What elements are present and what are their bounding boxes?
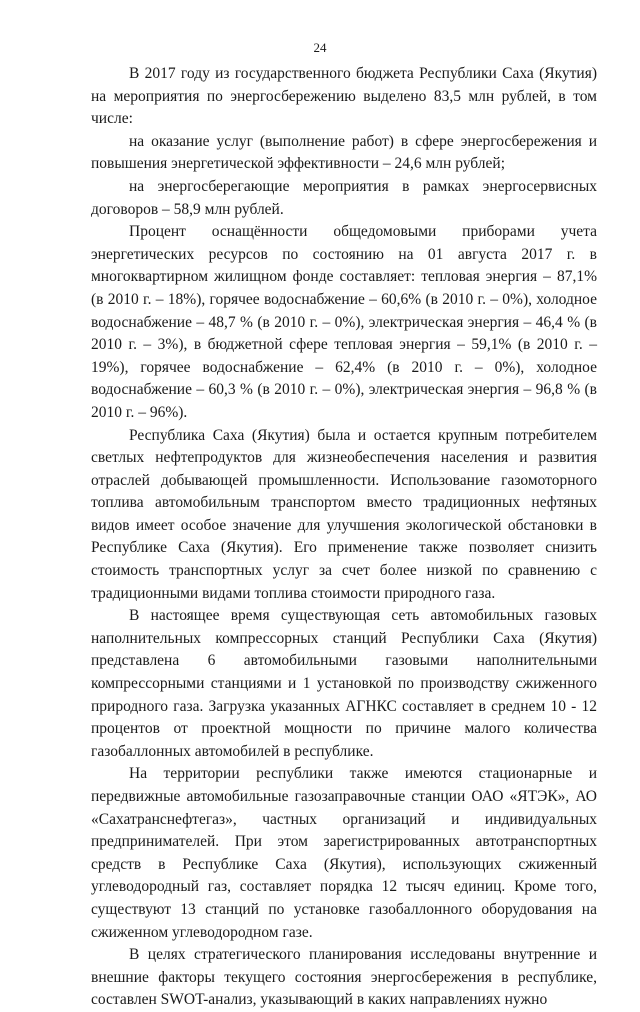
page-number: 24	[313, 40, 327, 55]
paragraph-agnks-network: В настоящее время существующая сеть автомобильных газовых наполнительных компрессорных станций Республики Саха (Якутия) представлена 6 автомобильными газовыми наполнительными компрессорными станциями и 1 установкой по производству сжиженного природного газа. Загрузка указанных АГНКС составляет в среднем 10 - 12 процентов от проектной мощности по причине малого количества газобаллонных автомобилей в республике.	[91, 607, 597, 760]
paragraph-metering: Процент оснащённости общедомовыми приборами учета энергетических ресурсов по состоянию на 01 августа 2017 г. в многоквартирном жилищном фонде составляет: тепловая энергия – 87,1% (в 2010 г. – 18%), горячее водоснабжение – 60,6% (в 2010 г. – 0%), холодное водоснабжение – 48,7 % (в 2010 г. – 0%), электрическая энергия – 46,4 % (в 2010 г. – 3%), в бюджетной сфере тепловая энергия – 59,1% (в 2010 г. – 19%), горячее водоснабжение – 62,4% (в 2010 г. – 0%), холодное водоснабжение – 60,3 % (в 2010 г. – 0%), электрическая энергия – 96,8 % (в 2010 г. – 96%).	[91, 223, 597, 421]
paragraph-gas-motor-fuel: Республика Саха (Якутия) была и остается крупным потребителем светлых нефтепродуктов для жизнеобеспечения населения и развития отраслей добывающей промышленности. Использование газомоторного топлива автомобильным транспортом вместо традиционных нефтяных видов имеет особое значение для улучшения экологической обстановки в Республике Саха (Якутия). Его применение также позволяет снизить стоимость транспортных услуг за счет более низкой по сравнению с традиционными видами топлива стоимости природного газа.	[91, 426, 597, 602]
paragraph-swot: В целях стратегического планирования исследованы внутренние и внешние факторы текущего состояния энергосбережения в республике, составлен SWOT-анализ, указывающий в каких направлениях нужно	[91, 946, 597, 1009]
paragraph-energy-service-contracts: на энергосберегающие мероприятия в рамках энергосервисных договоров – 58,9 млн рублей.	[91, 177, 597, 218]
paragraph-budget: В 2017 году из государственного бюджета Республики Саха (Якутия) на мероприятия по энергосбережению выделено 83,5 млн рублей, в том числе:	[91, 65, 597, 128]
paragraph-services: на оказание услуг (выполнение работ) в сфере энергосбережения и повышения энергетической эффективности – 24,6 млн рублей;	[91, 132, 597, 173]
document-body	[91, 63, 597, 1012]
paragraph-gas-stations: На территории республики также имеются стационарные и передвижные автомобильные газозаправочные станции ОАО «ЯТЭК», АО «Сахатранснефтегаз», частных организаций и индивидуальных предпринимателей. При этом зарегистрированных автотранспортных средств в Республике Саха (Якутия), использующих сжиженный углеводородный газ, составляет порядка 12 тысяч единиц. Кроме того, существуют 13 станций по установке газобаллонного оборудования на сжиженном углеводородном газе.	[91, 765, 597, 941]
